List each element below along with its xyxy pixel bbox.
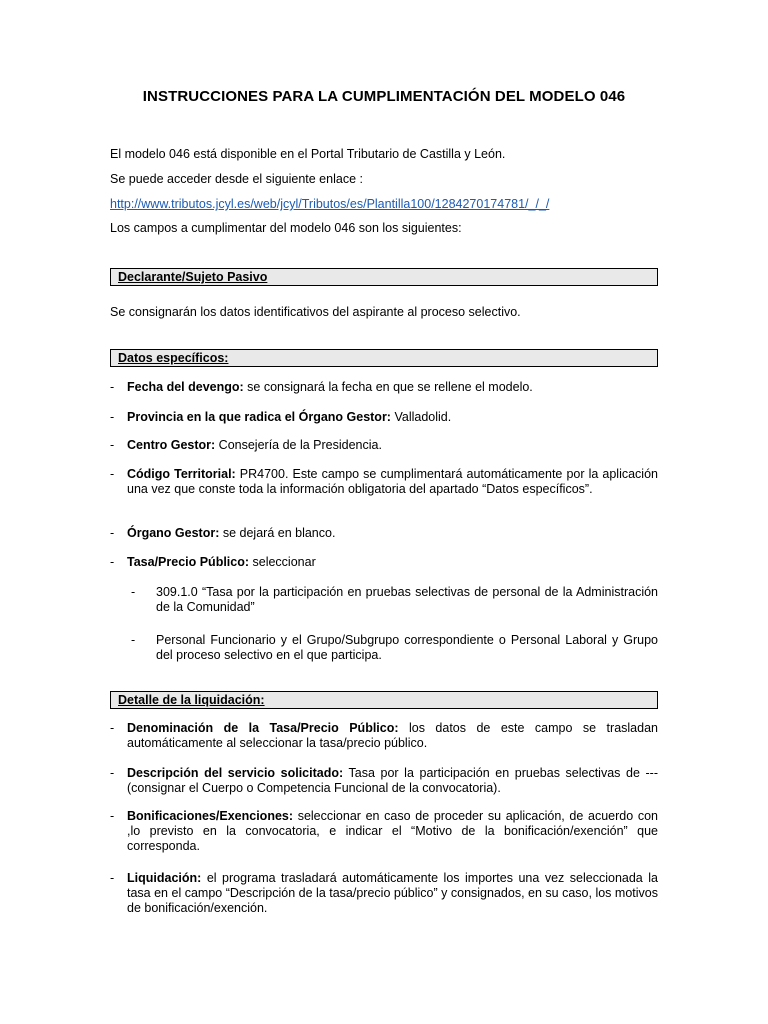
page-title: INSTRUCCIONES PARA LA CUMPLIMENTACIÓN DEL MODELO 046 [142, 88, 626, 105]
declarante-text: Se consignarán los datos identificativos del aspirante al proceso selectivo. [110, 305, 521, 319]
dash-marker: - [110, 555, 115, 569]
dash-marker: - [131, 585, 136, 599]
dash-marker: - [110, 410, 115, 424]
intro-fields: Los campos a cumplimentar del modelo 046 son los siguientes: [110, 221, 462, 235]
dash-marker: - [110, 871, 115, 885]
section-heading-datos: Datos específicos: [110, 349, 658, 367]
dash-marker: - [110, 766, 115, 780]
dash-marker: - [110, 380, 115, 394]
section-heading-detalle: Detalle de la liquidación: [110, 691, 658, 709]
intro-availability: El modelo 046 está disponible en el Portal Tributario de Castilla y León. [110, 147, 506, 161]
dash-marker: - [110, 526, 115, 540]
dash-marker: - [131, 633, 136, 647]
dash-marker: - [110, 467, 115, 481]
portal-link[interactable]: http://www.tributos.jcyl.es/web/jcyl/Tributos/es/Plantilla100/1284270174781/_/_/ [110, 197, 550, 211]
dash-marker: - [110, 438, 115, 452]
section-heading-declarante: Declarante/Sujeto Pasivo [110, 268, 658, 286]
document-page: INSTRUCCIONES PARA LA CUMPLIMENTACIÓN DEL MODELO 046 El modelo 046 está disponible en el Portal Tributario de Castilla y León. Se puede acceder desde el siguiente enlace : http://www.tributos.jcyl.es/web/jcyl/Tributos/es/Plantilla100/1284270174781/_/_/ Los campos a cumplimentar del modelo 046 son los siguientes: Declarante/Sujeto Pasivo Se consignarán los datos identificativos del aspirante al proceso selectivo. Datos específicos: - Fecha del devengo: se consignará la fecha en que se rellene el modelo. - Provincia en la que radica el Órgano Gestor: Valladolid. - Centro Gestor: Consejería de la Presidencia. - Código Territorial: PR4700. Este campo se cumplimentará automáticamente por la aplicación una vez que conste toda la información obligatoria del apartado “Datos específicos”. - Órgano Gestor: se dejará en blanco. - Tasa/Precio Público: seleccionar - 309.1.0 “Tasa por la participación en pruebas selectivas de personal de la Administración de la Comunidad” - Personal Funcionario y el Grupo/Subgrupo correspondiente o Personal Laboral y Grupo del proceso selectivo en el que participa. Detalle de la liquidación: - Denominación de la Tasa/Precio Público: los datos de este campo se trasladan automáticamente al seleccionar la tasa/precio público. - Descripción del servicio solicitado: Tasa por la participación en pruebas selectivas de --- (consignar el Cuerpo o Competencia Funcional de la convocatoria). - Bonificaciones/Exenciones: seleccionar en caso de proceder su aplicación, de acuerdo con ,lo previsto en la convocatoria, e indicar el “Motivo de la bonificación/exención” que corresponda. - Liquidación: el programa trasladará automáticamente los importes una vez seleccionada la tasa en el campo “Descripción de la tasa/precio público” y consignados, en su caso, los motivos de bonificación/exención. [0, 0, 768, 1024]
dash-marker: - [110, 809, 115, 823]
dash-marker: - [110, 721, 115, 735]
intro-access: Se puede acceder desde el siguiente enlace : [110, 172, 363, 186]
